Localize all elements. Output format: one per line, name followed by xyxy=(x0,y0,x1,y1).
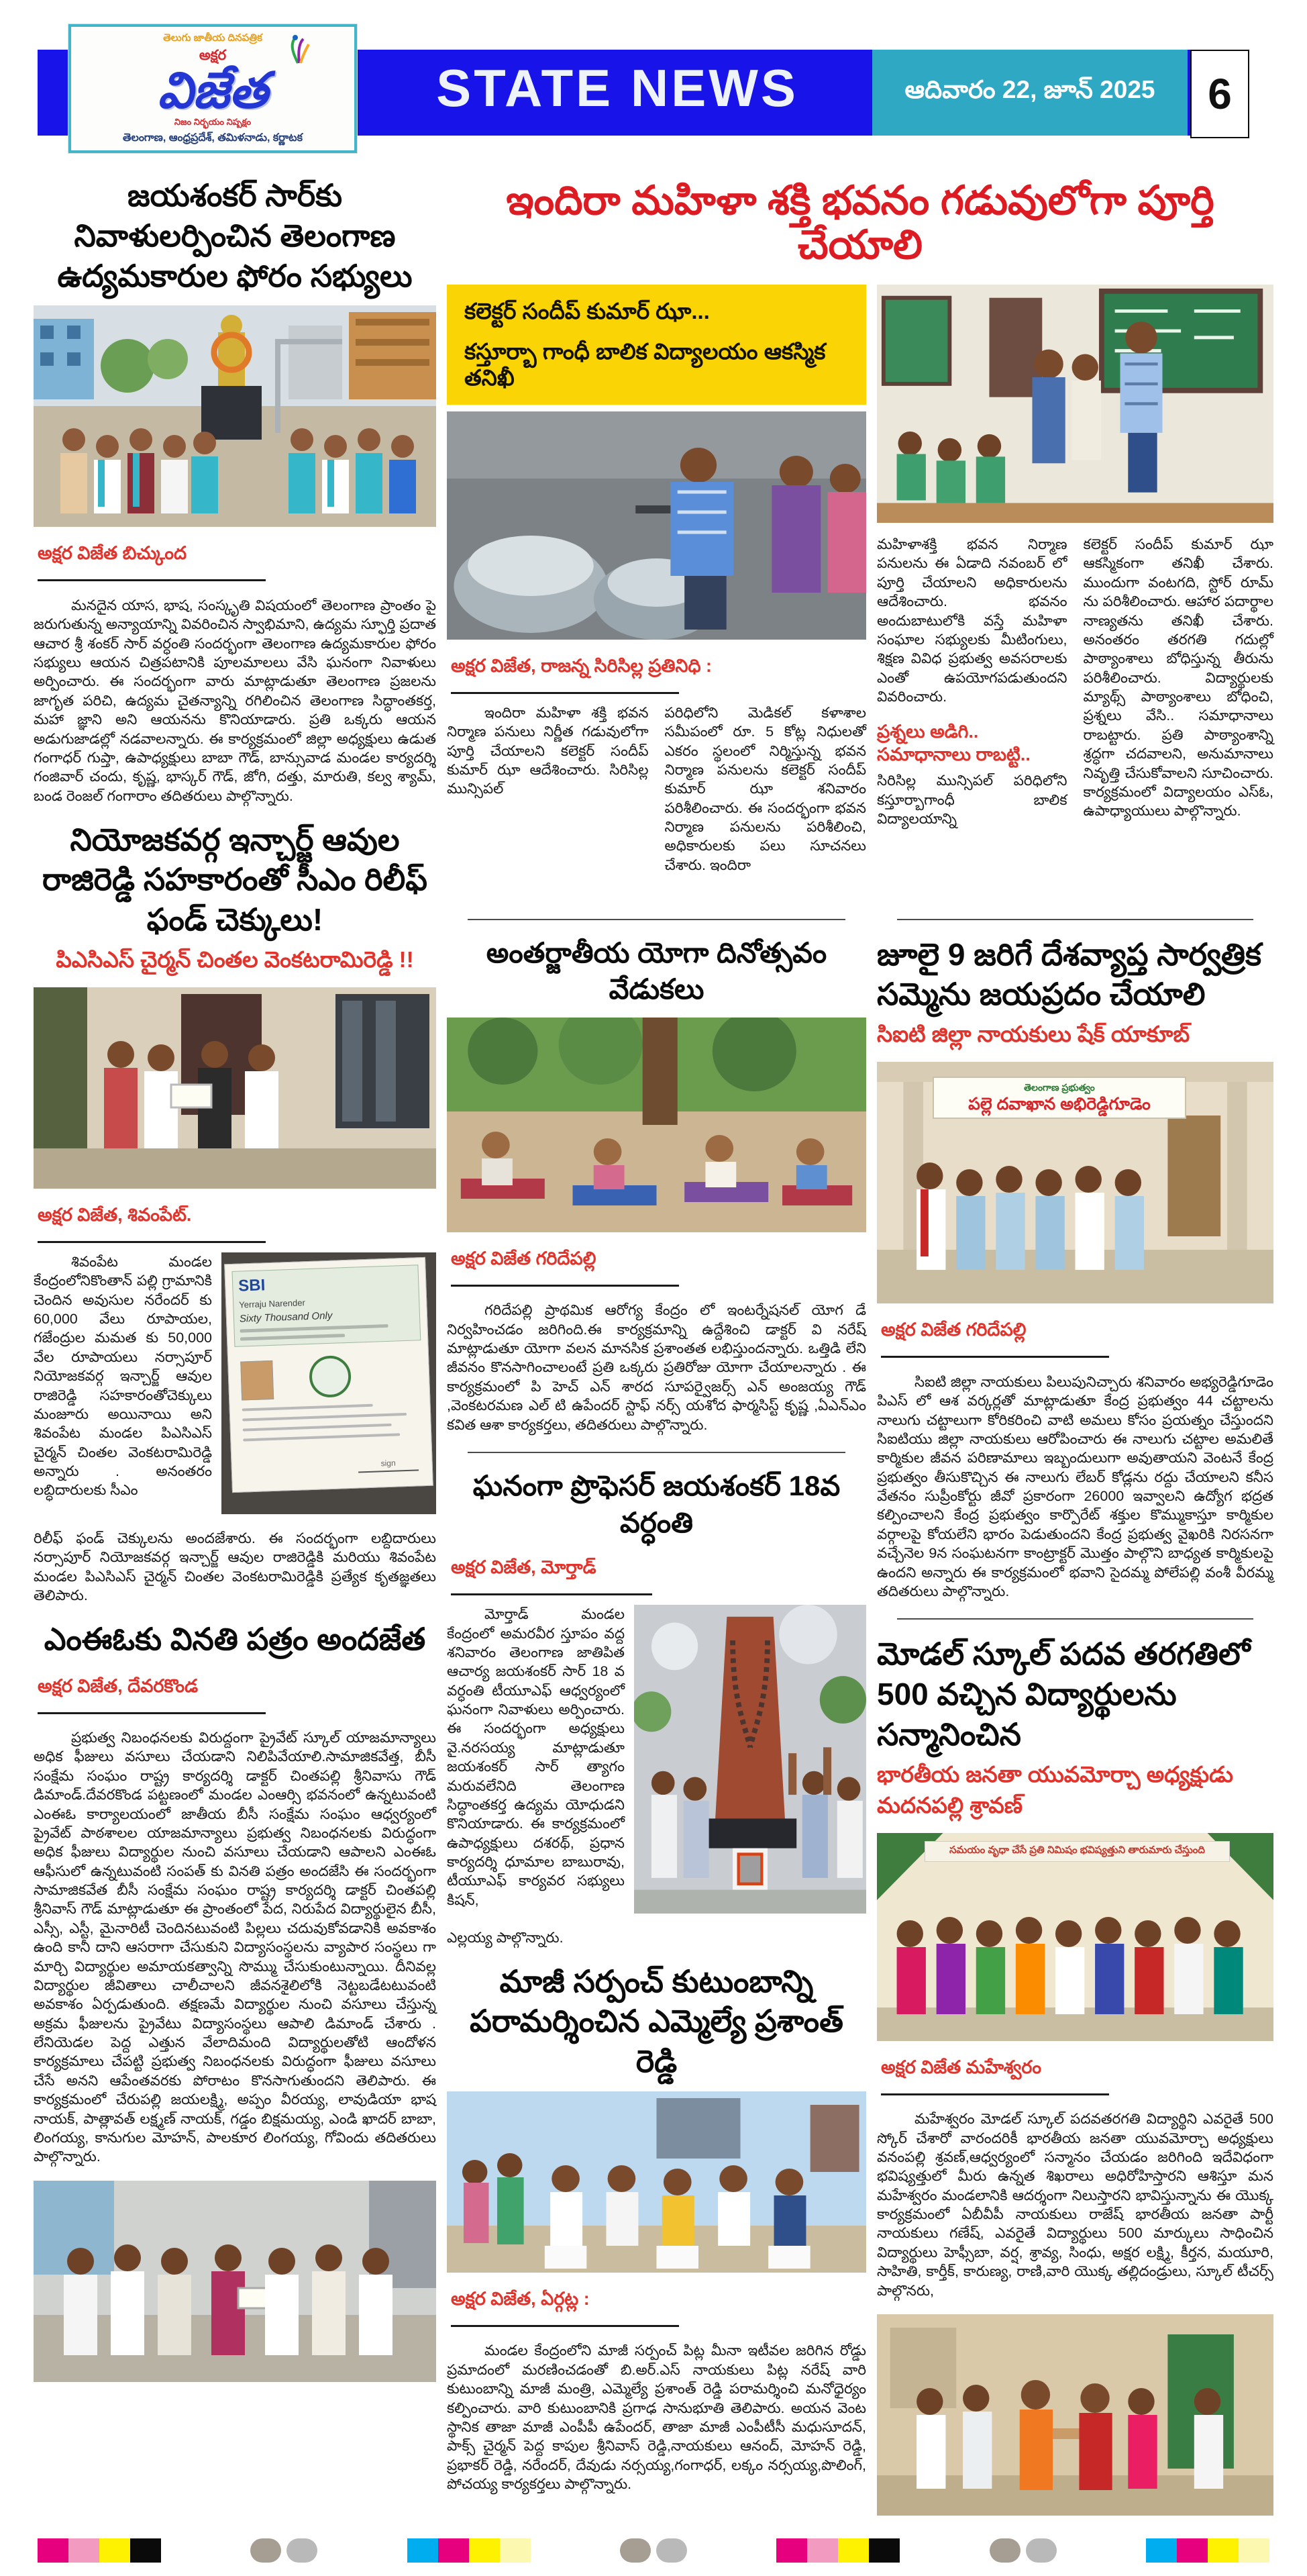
lead-body-3b: సిరిసిల్ల మున్సిపల్ పరిధిలోని కస్తూర్బాగాంధీ బాలిక విద్యాలయాన్ని xyxy=(877,773,1067,828)
article-subhead: భారతీయ జనతా యువమోర్చా అధ్యక్షుడు మదనపల్లి శ్రావణ్ xyxy=(877,1761,1233,1818)
byline-block xyxy=(451,1557,866,1595)
logo-tagline: తెలుగు జాతీయ దినపత్రిక xyxy=(163,32,262,44)
lead-body-1: ఇందిరా మహిళా శక్తి భవన నిర్మాణ పనులు నిర్ణీత గడువులోగా పూర్తి చేయాలని కలెక్టర్ సందీప్ కుమార్ ఝా ఆదేశించారు. సిరిసిల్ల మున్సిపల్ xyxy=(447,704,649,797)
article-forum-tribute xyxy=(34,176,436,805)
byline-block xyxy=(38,1205,436,1243)
lead-text-columns-right xyxy=(877,535,1273,843)
cheque-line xyxy=(240,1324,388,1333)
byline: అక్షర విజేత, మోర్తాడ్ xyxy=(451,1557,596,1578)
lead-body-3: మహిళాశక్తి భవన నిర్మాణ పనులను ఈ ఏడాది నవంబర్ లో పూర్తి చేయాలని అధికారులను ఆదేశించారు. భవనం అందుబాటులోకి వస్తే మహిళా సంఘాల సభ్యులకు మీటింగులు, శిక్షణ వివిధ ప్రభుత్వ అవసరాలకు ఎంతో ఉపయోగపడుతుందని వివరించారు. xyxy=(877,536,1067,705)
registration-capsules xyxy=(250,2538,317,2563)
cheque-line xyxy=(240,1334,345,1340)
right-section xyxy=(447,176,1273,2516)
byline: అక్షర విజేత గరిదేపల్లి xyxy=(881,1320,1027,1340)
article-body-column xyxy=(34,1252,212,1514)
article-subhead: పిఎసిఎస్ చైర్మన్ చింతల వెంకటరామిరెడ్డి !! xyxy=(56,946,414,972)
color-marks-group xyxy=(407,2538,531,2563)
bank-logo-text: SBI xyxy=(238,1276,266,1295)
lead-middle-part xyxy=(447,285,866,889)
lead-row xyxy=(447,285,1273,889)
article-body: గరిదేపల్లి ప్రాథమిక ఆరోగ్య కేంద్రం లో ఇంటర్నేషనల్ యోగ డే నిర్వహించడం జరిగింది.ఈ కార్యక్రమాన్ని ఉద్దేశించి డాక్టర్ వి నరేష్ మాట్లాడుతూ యోగా వలన మానసిక ప్రశాంతత లభిస్తుందన్నారు. ఒత్తిడి లేని జీవనం కొనసాగించాలంటే ప్రతి ఒక్కరు ప్రతిరోజు యోగా చేయాలన్నారు . ఈ కార్యక్రమంలో పి హెచ్ ఎన్ శారద సూపర్వైజర్స్ ఎన్ అంజయ్య గౌడ్ ,వెంకటరమణ ఎల్ టి ఉపేందర్ స్టాఫ్ నర్స్ యశోద ఫార్మసిస్ట్ కృష్ణ ,ఏఎన్ఎం కవిత ఆశా కార్యకర్తలు, తదితరులు పాల్గొన్నారు. xyxy=(447,1302,866,1433)
state-emblem-icon xyxy=(309,1355,352,1398)
cheque-strip xyxy=(232,1265,421,1347)
cheque-document-photo xyxy=(221,1252,436,1514)
byline-rule xyxy=(38,1241,266,1243)
page-columns xyxy=(34,176,1273,2516)
lead-kicker-box xyxy=(447,285,866,405)
left-column xyxy=(34,176,436,2516)
lead-col-1 xyxy=(447,703,649,889)
cheque-amount-words: Sixty Thousand Only xyxy=(239,1309,333,1325)
article-media-row xyxy=(34,1252,436,1514)
registration-capsules xyxy=(620,2538,687,2563)
cheque-payee: Yerraju Narender xyxy=(239,1297,306,1310)
article-body: సిఐటి జిల్లా నాయకులు పిలుపునిచ్చారు శనివారం అభ్యరెడ్డిగూడెం పిఎస్ లో ఆశ వర్కర్లతో మాట్లాడుతూ కేంద్ర ప్రభుత్వం 44 చట్టాలను నాలుగు చట్టాలుగా కోరికరించి వాటి అమలు కోసం ప్రయత్నం చేస్తుందని సిఐటియు జిల్లా నాయకులు ఆరోపించారు ఈ నాలుగు చట్టాల అమలితే కార్మికుల జీవన పరిణామాలు ఇబ్బందులుగా అవుతాయని వెంటనే కేంద్ర ప్రభుత్వం తీసుకొచ్చిన ఈ నాలుగు లేబర్ కోడ్లను రద్దు చేయాలని కనీస వేతనం సుప్రీంకోర్టు జీవో ప్రకారంగా 26000 ఇవ్వాలని ఉద్యోగ భద్రత కల్పించాలని కేంద్ర ప్రభుత్వం కార్పొరేట్ శక్తుల కొమ్ముకాస్తూ కార్మికుల వర్గాలపై కోయలేని భారం పెడుతుందని కేంద్ర ప్రభుత్వ వైఖరికి నిరసనగా వచ్చేనెల 9న సంఘటనగా కాంట్రాక్టర్ మొత్తం పాల్గొని బాధ్యత కార్మికులపై ఉందని అన్నారు ఈ కార్యక్రమంలో భవాని సైదమ్మ పోలేపల్లి వంశీ వీరమ్మ తదితరులు పాల్గొన్నారు. xyxy=(877,1373,1273,1599)
right-column xyxy=(877,901,1273,2516)
article-meo-petition xyxy=(34,1620,436,2382)
logo-title: విజేత xyxy=(157,62,268,118)
divider xyxy=(468,1452,845,1453)
lead-right-part xyxy=(877,285,1273,889)
sanction-letter xyxy=(235,1348,425,1483)
byline-rule xyxy=(38,1712,266,1714)
petition-handover-photo xyxy=(34,2181,436,2382)
byline-rule xyxy=(451,1285,679,1287)
logo-regions: తెలంగాణ, ఆంధ్రప్రదేశ్, తమిళనాడు, కర్ణాటక xyxy=(123,132,303,144)
byline-rule xyxy=(38,579,266,581)
article-headline: ఎంఈఓకు వినతి పత్రం అందజేత xyxy=(44,1621,426,1656)
newspaper-logo xyxy=(68,24,357,153)
byline-rule xyxy=(451,1593,652,1595)
issue-date: ఆదివారం 22, జూన్ 2025 xyxy=(904,75,1155,103)
article-headline: మోడల్ స్కూల్ పదవ తరగతిలో 500 వచ్చిన విద్యార్థులను సన్మానించిన xyxy=(877,1636,1251,1752)
statue-tribute-photo xyxy=(34,305,436,527)
letter-line xyxy=(243,1424,392,1432)
lead-col-3 xyxy=(877,535,1067,843)
felicitation-photo xyxy=(877,1833,1273,2041)
article-general-strike xyxy=(877,935,1273,1601)
clinic-sign-main: పల్లె దవాఖాన అభిరెడ్డిగూడెం xyxy=(968,1094,1151,1113)
byline: అక్షర విజేత గరిదేపల్లి xyxy=(451,1248,596,1269)
peacock-icon xyxy=(284,34,311,68)
clinic-sign-board xyxy=(933,1077,1186,1120)
page-number-box xyxy=(1190,50,1249,138)
palle-dawakhana-photo xyxy=(877,1062,1273,1303)
byline-rule xyxy=(451,692,679,694)
article-headline: నియోజకవర్గ ఇన్చార్జ్ ఆవుల రాజిరెడ్డి సహకారంతో సీఎం రిలీఫ్ ఫండ్ చెక్కులు! xyxy=(42,822,427,938)
article-subhead: సిఐటి జిల్లా నాయకులు షేక్ యాకూబ్ xyxy=(877,1022,1190,1047)
article-body: మనదైన యాస, భాష, సంస్కృతి విషయంలో తెలంగాణ ప్రాంతం పై జరుగుతున్న అన్యాయాన్ని వివరించిన స్వాభిమాని, ఉద్యమ స్ఫూర్తి ప్రదాత ఆచార శ్రీ శంకర్ సార్ వర్ధంతి సందర్భంగా తెలంగాణ ఉద్యమకారుల ఫోరం సభ్యులు ఆయన చిత్రపటానికి పూలమాలలు వేసి ఘనంగా నివాళులు అర్పించారు. ఈ సందర్భంగా వారు మాట్లాడుతూ తెలంగాణ ప్రజలను జాగృత పరిచి, ఉద్యమ చైతన్యాన్ని రగిలించిన తెలంగాణ సిద్ధాంతకర్త, మహా జ్ఞాని అని ఆయనను కొనియాడారు. ప్రతి ఒక్కరు ఆయన అడుగుజాడల్లో నడవాలన్నారు. ఈ కార్యక్రమంలో జిల్లా అధ్యక్షులు ఉడుత గంగాధర్ గుప్తా, ఉపాధ్యక్షులు బాబా గౌడ్, బాన్సువాడ మండల కార్యదర్శి గంజివార్ చందు, కృష్ణ, భాస్కర్ గౌడ్, జోగి, దత్తు, మారుతి, కల్వ శ్యామ్, బండ రెంజల్ గంగారాం తదితరులు పాల్గొన్నారు. xyxy=(34,597,436,804)
lead-col-2 xyxy=(665,703,867,889)
article-media-row xyxy=(447,1605,866,1924)
article-lead xyxy=(447,179,1273,889)
yoga-day-photo xyxy=(447,1018,866,1232)
article-body: మహేశ్వరం మోడల్ స్కూల్ పదవతరగతి విద్యార్థిని ఎవరైతే 500 స్కోర్ చేశారో వారందరికీ భారతీయ జనతా యువమోర్చా అధ్యక్షులు వనంపల్లి శ్రవణ్,ఆధ్వర్యంలో సన్మానం చేయడం జరిగింది ఇదేవిధంగా భవిష్యత్తులో మీరు ఉన్నత శిఖరాలు అధిరోహిస్తారని ఆశిస్తూ మన మహేశ్వరం మండలానికి ఆదర్శంగా నిలుస్తారని భావిస్తున్నాను ఈ యొక్క కార్యక్రమంలో ఏబీవీపీ నాయకులు రాజేష్ భారతీయ జనతా పార్టీ నాయకులు గణేష్, ఎవరైతే విద్యార్థులు 500 మార్కులు సాధించిన విద్యార్థులు హెఫ్సీబా, వర్ష, శ్రావ్య, సింధు, అక్షర లక్ష్మి, కీర్తన, మయూరి, సాహితి, కార్తీక్, కారుణ్య, రాణి,వారి యొక్క తల్లిదండ్రులు, స్కూల్ టీచర్స్ పాల్గొనరు, xyxy=(877,2111,1273,2299)
article-relief-cheques xyxy=(34,820,436,1605)
article-body-continued: రిలీఫ్ ఫండ్ చెక్కులను అందజేశారు. ఈ సందర్భంగా లబ్దిదారులు నర్సాపూర్ నియోజకవర్గ ఇన్చార్జ్ ఆవుల రాజిరెడ్డికి మరియు శివంపేట మండల పిఎసిఎస్ చైర్మన్ చింతల వెంకటరామిరెడ్డికి ప్రత్యేక కృతజ్ఞతలు తెలిపారు. xyxy=(34,1530,436,1603)
article-mla-condolence xyxy=(447,1962,866,2494)
byline-block xyxy=(451,2289,866,2327)
cm-portrait xyxy=(240,1360,274,1401)
color-marks-group xyxy=(776,2538,900,2563)
byline: అక్షర విజేత, శివంపేట్. xyxy=(38,1204,192,1225)
divider xyxy=(468,919,845,920)
lead-body-4: కలెక్టర్ సందీప్ కుమార్ ఝా ఆకస్మికంగా తనిఖీ చేశారు. ముందుగా వంటగది, స్టోర్ రూమ్ ను పరిశీలించారు. ఆహార పదార్థాల నాణ్యతను తనిఖీ చేశారు. అనంతరం తరగతి గదుల్లో పాఠ్యాంశాలు బోధిస్తున్న తీరును పరిశీలించారు. విద్యార్థులకు మ్యాథ్స్ పాఠ్యాంశాలు బోధించి, ప్రశ్నలు వేసి.. సమాధానాలు రాబట్టారు. ప్రతి పాఠ్యాంశాన్ని శ్రద్ధగా చదవాలని, అనుమానాలు నివృత్తి చేసుకోవాలని సూచించారు. కార్యక్రమంలో విద్యాలయం ఎస్ఓ, ఉపాధ్యాయులు పాల్గొన్నారు. xyxy=(1083,536,1273,820)
color-marks-group xyxy=(38,2538,161,2563)
letter-line xyxy=(242,1413,407,1422)
masthead-date-band xyxy=(872,50,1188,136)
cheque-document xyxy=(224,1257,433,1493)
lead-headline: ఇందిరా మహిళా శక్తి భవనం గడువులోగా పూర్తి చేయాలి xyxy=(506,178,1214,267)
byline-rule xyxy=(881,2093,1109,2095)
byline: అక్షర విజేత, దేవరకొండ xyxy=(38,1675,199,1696)
byline-block xyxy=(881,1320,1273,1358)
memorial-pillar-photo xyxy=(634,1605,866,1914)
article-body: ప్రభుత్వ నిబంధనలకు విరుద్దంగా ప్రైవేట్ స్కూల్ యాజమాన్యాలు అధిక ఫీజులు వసూలు చేయడాని నిలిపివేయాలి.సామాజికవేత్త, బీసీ సంక్షేమ సంఘం రాష్ట్ర కార్యదర్శి డాక్టర్ చింతపల్లి శ్రీనివాసు గౌడ్ డిమాండ్.దేవరకొండ పట్టణంలో మండల ఎంఆర్సి భవనంలో ఉన్నటువంటి ఎంఈఓ కార్యాలయంలో జాతీయ బీసీ సంక్షేమ సంఘం ఆధ్వర్యంలో ప్రైవేట్ పాఠశాలల యాజమాన్యాలు ప్రభుత్వ నిబంధనలకు విరుద్ధంగా అధిక ఫీజులు విద్యార్థుల నుంచి వసూలు చేయడాని ఆపాలని ఎంఈఓ ఆఫీసులో ఉన్నటువంటి సంపత్ కు వినతి పత్రం అందజేసి ఈ సందర్భంగా సామాజికవేత బీసీ సంక్షేమ సంఘం రాష్ట్ర కార్యదర్శి డాక్టర్ చింతపల్లి శ్రీనివాస్ గౌడ్ మాట్లాడుతూ ఈ ప్రాంతంలో పేద, నిరుపేద విద్యార్థులైన బీసీ, ఎస్సీ, ఎస్టీ, మైనారిటీ చెందినటువంటి పిల్లలు చదువుకోవడానికి అవకాశం ఉంది కానీ దాని ఆసరాగా చేసుకుని విద్యాసంస్థలను వ్యాపార సంస్థలు గా మార్చి విద్యార్థుల అమాయకత్వాన్ని సొమ్ము చేసుకుంటున్నాయి. దీనివల్ల విద్యార్థుల జీవితాలు చాలీచాలని జీవనశైలిలోకి నెట్టబడేటటువంటి అవకాశం ఏర్పడుతుంది. తక్షణమే విద్యార్థుల నుంచి వసూలు చేస్తున్న అక్రమ ఫీజులను ప్రైవేటు విద్యాసంస్థలు ఆపాలి డిమాండ్ చేశారు . లేనియెడల పెద్ద ఎత్తున వేలాదిమంది విద్యార్థులతోటి ఆందోళన కార్యక్రమాలు చేపట్టి ప్రభుత్వ నిబంధనలకు విరుద్ధంగా ఫీజులు వసూలు చేసే అనని ఆపేంతవరకు పోరాటం కొనసాగుతుందని తెలిపారు. ఈ కార్యక్రమంలో చేరుపల్లి జయలక్ష్మి, అప్పం వీరయ్య, లావుడియా భాష నాయక్, పాత్లావత్ లక్ష్మణ్ నాయక్, గడ్డం బిక్షమయ్య, ఎండి ఖాదర్ బాబా, లింగయ్య, కానుగుల మోహన్, పాలకూర లింగయ్య, గోవిందు తదితరులు పాల్గొన్నారు. xyxy=(34,1730,436,2165)
kicker-line-1: కలెక్టర్ సందీప్ కుమార్ ఝా... xyxy=(464,299,710,324)
article-body: శివంపేట మండల కేంద్రంలోనికొంతాన్ పల్లి గ్రామానికి చెందిన అవుసుల నరేందర్ కు 60,000 వేలు రూపాయల, గజేంద్రుల మమత కు 50,000 వేల రూపాయలు నర్సాపూర్ నియోజకవర్గ ఇన్చార్జ్ ఆవుల రాజిరెడ్డి సహకారంతోచెక్కులు మంజూరు అయినాయి అని శివంపేట మండల పిఎసిఎస్ చైర్మన్ చింతల వెంకటరామిరెడ్డి అన్నారు . అనంతరం లబ్ధిదారులకు సీఎం xyxy=(34,1253,212,1499)
lead-inline-subhead: ప్రశ్నలు అడిగి.. సమాధానాలు రాబట్టి.. xyxy=(877,721,1031,764)
byline: అక్షర విజేత మహేశ్వరం xyxy=(881,2057,1042,2077)
article-body-tail: ఎల్లయ్య పాల్గొన్నారు. xyxy=(447,1929,564,1946)
kitchen-inspection-photo xyxy=(447,411,866,640)
byline: అక్షర విజేత బిచ్కుంద xyxy=(38,543,187,564)
divider xyxy=(897,919,1254,920)
prize-handover-photo xyxy=(877,2314,1273,2516)
article-headline: ఘనంగా ప్రొఫెసర్ జయశంకర్ 18వ వర్ధంతి xyxy=(472,1469,841,1538)
classroom-inspection-photo xyxy=(877,285,1273,523)
letter-line xyxy=(243,1433,400,1441)
byline: అక్షర విజేత, రాజన్న సిరిసిల్ల ప్రతినిధి : xyxy=(451,655,713,676)
lead-col-4 xyxy=(1084,535,1274,843)
byline-block xyxy=(881,2057,1273,2095)
logo-motto: నిజం నిర్భయం నిష్పక్షం xyxy=(174,117,252,128)
page-number: 6 xyxy=(1208,70,1232,118)
byline: అక్షర విజేత, ఏర్గట్ల : xyxy=(451,2288,590,2309)
clinic-sign-top: తెలంగాణ ప్రభుత్వం xyxy=(1024,1081,1095,1093)
logo-prefix: అక్షర xyxy=(199,48,227,63)
byline-block xyxy=(38,543,436,581)
article-body: మండల కేంద్రంలోని మాజీ సర్పంచ్ పిట్ల మీనా ఇటీవల జరిగిన రోడ్డు ప్రమాదంలో మరణించడంతో బి.అర్.ఎస్ నాయకులు పిట్ల నరేష్ వారి కుటుంబాన్ని మాజీ మంత్రి, ఎమ్మెల్యే ప్రశాంత్ రెడ్డి పరామర్శించి మనోధైర్యం కల్పించారు. వారి కుటుంబానికి ప్రగాఢ సానుభూతి తెలిపారు. అయన వెంట స్థానిక తాజా మాజీ ఎంపీపీ ఉపేందర్, తాజా మాజీ ఎంపీటీసీ మధుసూదన్, పాక్స్ చైర్మన్ పెద్ద కాపుల శ్రీనివాస్ రెడ్డి,నాయకులు ఆనంద్, మోహన్ రెడ్డి, ప్రభాకర్ రెడ్డి, నరేందర్, దేవుడు నర్సయ్య,గంగాధర్, లక్కం నర్సయ్య,పొలింగ్, పోచయ్య కార్యకర్తలు పాల్గొన్నారు. xyxy=(447,2342,866,2493)
school-banner: సమయం వృధా చేసే ప్రతి నిమిషం భవిష్యత్తుని తారుమారు చేస్తుంది xyxy=(925,1841,1230,1862)
middle-column xyxy=(447,901,866,2516)
mla-visit-photo xyxy=(447,2091,866,2273)
kicker-line-2: కస్తూర్బా గాంధీ బాలిక విద్యాలయం ఆకస్మిక తనిఖీ xyxy=(464,338,826,391)
article-model-school xyxy=(877,1634,1273,2516)
color-marks-group xyxy=(1146,2538,1269,2563)
article-body: మోర్తాడ్ మండల కేంద్రంలో అమరవీర స్తూపం వద్ద శనివారం తెలంగాణ జాతిపిత ఆచార్య జయశంకర్ సార్ 18 వ వర్ధంతి టీయూఎఫ్ ఆధ్వర్యంలో ఘనంగా నివాళులు అర్పించారు. ఈ సందర్భంగా అధ్యక్షులు వై.నరసయ్య మాట్లాడుతూ జయశంకర్ సార్ త్యాగం మరువలేనిది తెలంగాణ సిద్ధాంతకర్త ఉద్యమ యోధుడని కొనియాడారు. ఈ కార్యక్రమంలో ఉపాధ్యక్షులు దశరథ్, ప్రధాన కార్యదర్శి ధూమాల బాబురావు, టీయూఎఫ్ కార్యవర సభ్యులు కిషన్, xyxy=(447,1606,625,1908)
article-headline: జయశంకర్ సార్‌కు నివాళులర్పించిన తెలంగాణ ఉద్యమకారుల ఫోరం సభ్యులు xyxy=(57,178,413,293)
section-title: STATE NEWS xyxy=(436,58,798,117)
byline-block xyxy=(451,1248,866,1287)
registration-capsules xyxy=(990,2538,1057,2563)
below-lead-row xyxy=(447,901,1273,2516)
article-yoga-day xyxy=(447,935,866,1434)
masthead xyxy=(34,24,1273,158)
divider xyxy=(897,1618,1254,1620)
article-body-column xyxy=(447,1605,625,1924)
article-jayashankar-vardhanthi xyxy=(447,1468,866,1947)
byline-block xyxy=(38,1676,436,1714)
letter-line xyxy=(242,1404,373,1411)
byline-rule xyxy=(451,2325,679,2327)
byline-rule xyxy=(881,1356,1109,1358)
article-headline: మాజీ సర్పంచ్ కుటుంబాన్ని పరామర్శించిన ఎమ్మెల్యే ప్రశాంత్ రెడ్డి xyxy=(470,1963,843,2079)
article-headline: జూలై 9 జరిగే దేశవ్యాప్త సార్వత్రిక సమ్మెను జయప్రదం చేయాలి xyxy=(877,936,1261,1012)
cheque-presentation-photo xyxy=(34,987,436,1189)
lead-text-columns xyxy=(447,703,866,889)
article-headline: అంతర్జాతీయ యోగా దినోత్సవం వేడుకలు xyxy=(486,936,827,1005)
signature: sign xyxy=(358,1457,419,1473)
lead-body-2: పరిధిలోని మెడికల్ కళాశాల సమీపంలో రూ. 5 కోట్ల నిధులతో ఎకరం స్థలంలో నిర్మిస్తున్న భవన నిర్మాణ పనులను కలెక్టర్ సందీప్ కుమార్ ఝా శనివారం పరిశీలించారు. ఈ సందర్భంగా భవన నిర్మాణ పనులను పరిశీలించి, అధికారులకు పలు సూచనలు చేశారు. ఇందిరా xyxy=(664,704,866,873)
printer-marks-bar xyxy=(34,2538,1273,2563)
byline-block xyxy=(451,656,866,694)
